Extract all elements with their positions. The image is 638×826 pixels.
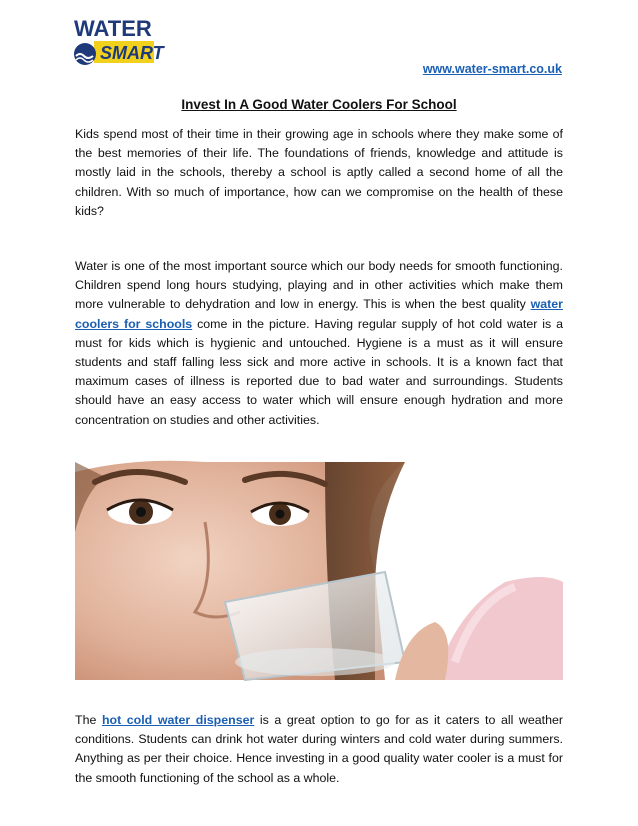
site-url-link[interactable]: www.water-smart.co.uk [422,62,562,76]
paragraph-importance-text-2: come in the picture. Having regular supply of hot cold water is a must for kids which is hygienic and untouched. Hygiene is a must as it will ensure students and staff falling less sick and more active in schools. It is a known fact that maximum cases of illness is reported due to bad water and surroundings. Students should have an easy access to water which will ensure enough hydration and more concentration on studies and other activities. [75,316,563,427]
water-smart-logo [72,14,164,74]
article-title: Invest In A Good Water Coolers For School [181,97,457,112]
paragraph-dispenser [75,711,563,788]
water-coolers-for-schools-link[interactable]: water coolers for schools [75,297,563,331]
paragraph-importance-text-1: Water is one of the most important source which our body needs for smooth functioning. Children spend long hours studying, playing and in other activities which make them more vulnerable to dehydration and low in energy. This is when the best quality [75,259,563,312]
hot-cold-water-dispenser-link[interactable]: hot cold water dispenser [101,713,255,727]
logo-word-water: WATER [74,16,152,41]
logo-word-smart: SMART [100,43,164,63]
paragraph-dispenser-text-1: The [75,713,102,727]
woman-drinking-water-photo [75,462,563,680]
paragraph-dispenser-text-2: is a great option to go for as it caters to all weather conditions. Students can drink hot water during winters and cold water during summers. Anything as per their choice. Hence investing in a good quality water cooler is a must for the smooth functioning of the school as a whole. [75,713,563,785]
paragraph-intro: Kids spend most of their time in their growing age in schools where they make some of the best memories of their life. The foundations of friends, knowledge and attitude is mostly laid in the schools, thereby a school is aptly called a second home of all the children. With so much of importance, how can we compromise on the health of these kids? [75,127,563,218]
paragraph-importance [75,257,563,430]
